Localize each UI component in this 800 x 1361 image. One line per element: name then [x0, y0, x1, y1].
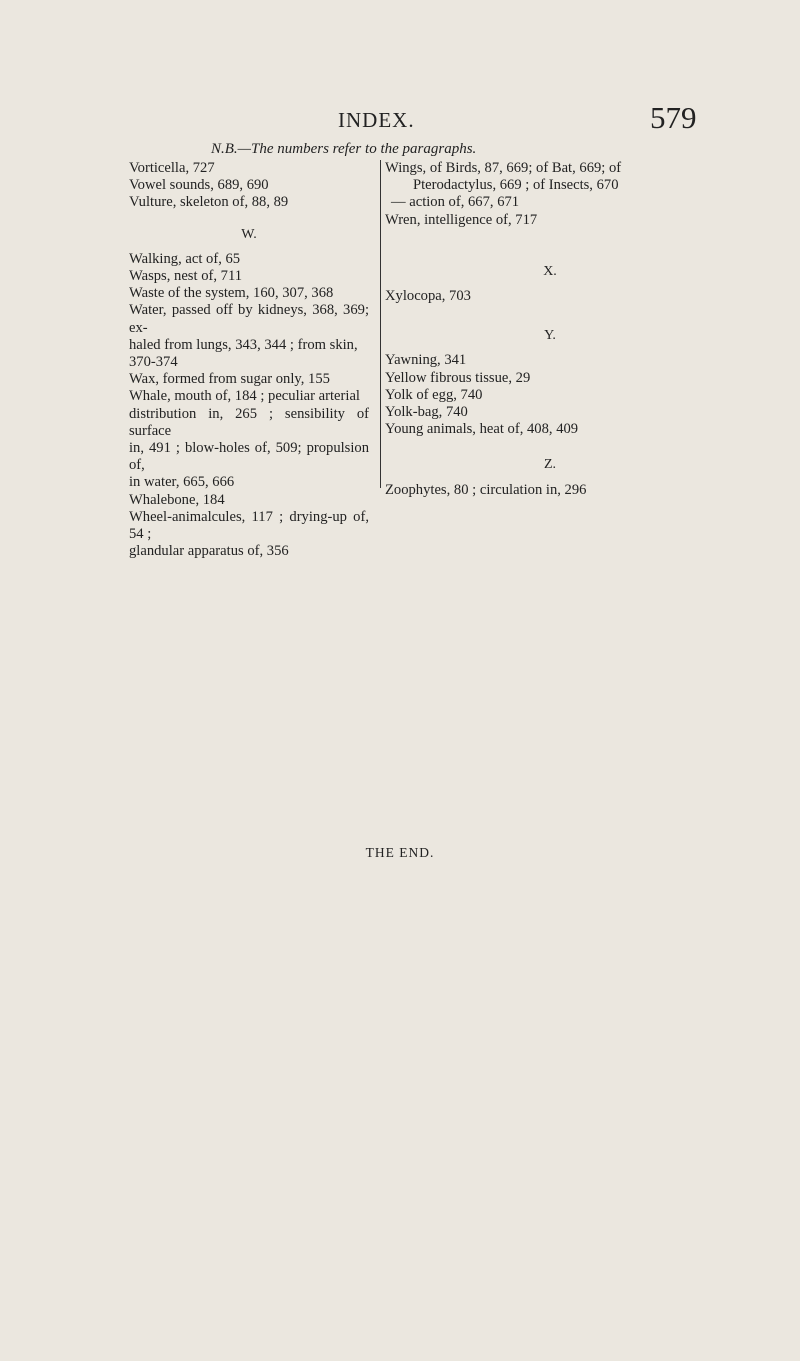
index-column-left — [129, 160, 369, 560]
page-number: 579 — [650, 100, 697, 135]
running-head — [0, 100, 800, 135]
index-entry: Yellow fibrous tissue, 29 — [385, 369, 531, 386]
entry-line: Wasps, nest of, 711 — [129, 268, 242, 285]
index-entry — [129, 371, 369, 388]
index-entry — [129, 268, 369, 285]
index-entry — [129, 492, 369, 509]
index-entry — [129, 388, 369, 491]
section-letter-z: Z. — [543, 457, 557, 473]
running-title: INDEX. — [338, 108, 415, 132]
entry-line: Water, passed off by kidneys, 368, 369; ex- — [129, 302, 369, 336]
index-entry: Zoophytes, 80 ; circulation in, 296 — [385, 481, 587, 498]
index-entry: Vowel sounds, 689, 690 — [129, 177, 269, 194]
index-entry: Yawning, 341 — [385, 352, 467, 369]
index-entry — [385, 160, 715, 212]
entry-line: Wheel-animalcules, 117 ; drying-up of, 54 ; — [129, 508, 369, 543]
entry-line: Walking, act of, 65 — [129, 250, 241, 267]
entry-line: Waste of the system, 160, 307, 368 — [129, 285, 334, 302]
entry-line: haled from lungs, 343, 344 ; from skin, — [129, 336, 358, 353]
index-column-right — [380, 160, 715, 498]
entry-line: 370-374 — [129, 354, 178, 371]
entry-line: glandular apparatus of, 356 — [129, 543, 289, 560]
entry-line: distribution in, 265 ; sensibility of surface — [129, 405, 369, 439]
index-entry — [129, 509, 369, 561]
index-entry: Xylocopa, 703 — [385, 288, 471, 305]
entry-line: — action of, 667, 671 — [391, 194, 520, 211]
entry-line: Whalebone, 184 — [129, 491, 225, 508]
entry-line: in, 491 ; blow-holes of, 509; propulsion of, — [129, 440, 369, 474]
section-letter-x: X. — [543, 263, 557, 279]
index-entry — [129, 251, 369, 268]
index-entry — [129, 302, 369, 371]
index-entry: Vorticella, 727 — [129, 160, 215, 176]
entry-line: Whale, mouth of, 184 ; peculiar arterial — [129, 388, 360, 405]
entry-line: Wings, of Birds, 87, 669; of Bat, 669; of — [385, 160, 622, 176]
index-entry: Wren, intelligence of, 717 — [385, 211, 538, 228]
the-end: THE END. — [365, 845, 435, 860]
entry-line: in water, 665, 666 — [129, 474, 235, 491]
index-entry: Yolk of egg, 740 — [385, 386, 483, 403]
index-entry: Yolk-bag, 740 — [385, 404, 468, 421]
section-letter-w: W. — [241, 226, 257, 242]
entry-line: Pterodactylus, 669 ; of Insects, 670 — [413, 177, 619, 194]
index-entry — [129, 285, 369, 302]
index-entry: Young animals, heat of, 408, 409 — [385, 421, 579, 438]
index-note: N.B.—The numbers refer to the paragraphs. — [211, 141, 477, 157]
section-letter-y: Y. — [544, 328, 556, 344]
entry-line: Wax, formed from sugar only, 155 — [129, 371, 330, 388]
index-entry: Vulture, skeleton of, 88, 89 — [129, 194, 289, 211]
